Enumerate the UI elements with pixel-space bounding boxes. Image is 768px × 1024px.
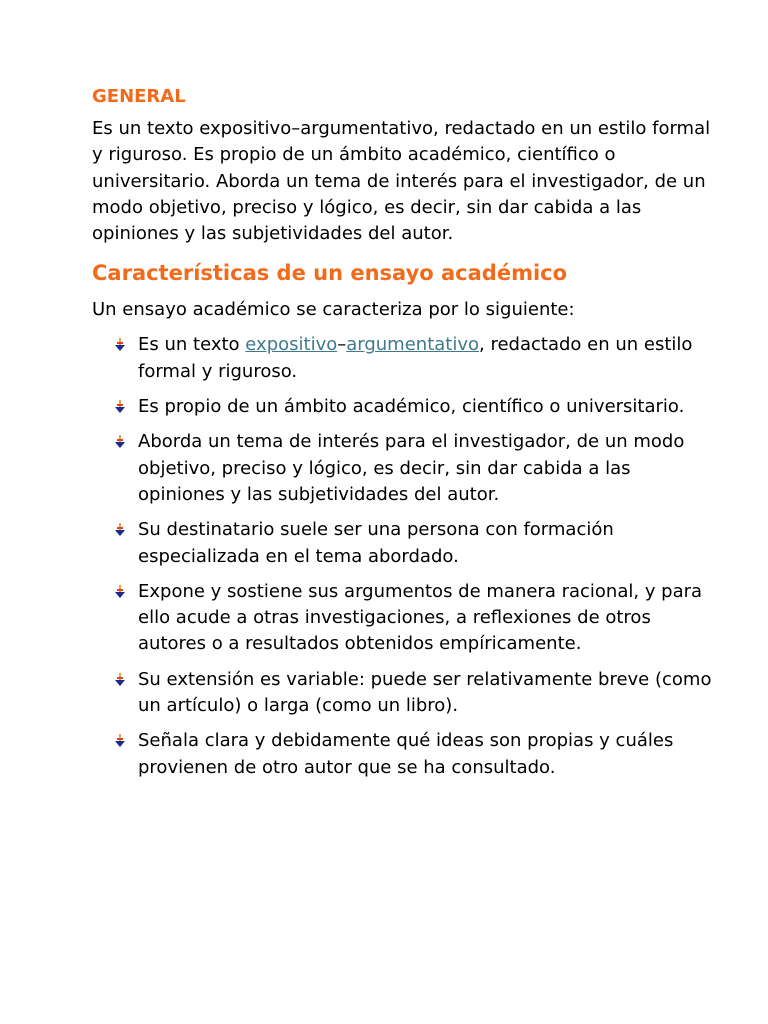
- list-item-text: Es propio de un ámbito académico, científico o universitario.: [138, 396, 685, 418]
- list-item: [92, 728, 722, 781]
- expositivo-link[interactable]: expositivo: [245, 334, 338, 356]
- argumentativo-link[interactable]: argumentativo: [346, 334, 480, 356]
- arrow-down-bullet-icon: [114, 435, 126, 449]
- list-item: [92, 332, 722, 385]
- arrow-down-bullet-icon: [114, 673, 126, 687]
- characteristics-heading: Características de un ensayo académico: [92, 261, 568, 286]
- list-item-text: Aborda un tema de interés para el investigador, de un modo objetivo, preciso y lógico, es decir, sin dar cabida a las opiniones y las subjetividades del autor.: [138, 431, 685, 505]
- arrow-down-bullet-icon: [114, 585, 126, 599]
- list-item: [92, 579, 722, 658]
- general-label: GENERAL: [92, 86, 186, 107]
- list-item: [92, 517, 722, 570]
- list-item-text: Expone y sostiene sus argumentos de manera racional, y para ello acude a otras investigaciones, a reflexiones de otros autores o a resultados obtenidos empíricamente.: [138, 580, 703, 655]
- list-item-prefix: Es un texto: [138, 334, 246, 356]
- list-item: [92, 394, 722, 420]
- arrow-down-bullet-icon: [114, 400, 126, 414]
- list-item-text: Señala clara y debidamente qué ideas son propias y cuáles provienen de otro autor que se ha consultado.: [138, 730, 674, 778]
- list-item-text: Su extensión es variable: puede ser relativamente breve (como un artículo) o larga (como un libro).: [138, 668, 712, 717]
- characteristics-intro: Un ensayo académico se caracteriza por lo siguiente:: [92, 299, 575, 321]
- document-page: [92, 84, 722, 790]
- arrow-down-bullet-icon: [114, 734, 126, 748]
- list-item-text: Su destinatario suele ser una persona con formación especializada en el tema abordado.: [138, 519, 614, 567]
- list-item-dash: –: [337, 334, 347, 356]
- general-paragraph: Es un texto expositivo–argumentativo, redactado en un estilo formal y riguroso. Es propio de un ámbito académico, científico o universitario. Aborda un tema de interés para el investigador, de un modo objetivo, preciso y lógico, es decir, sin dar cabida a las opiniones y las subjetividades del autor.: [92, 118, 711, 245]
- characteristics-list: [92, 332, 722, 780]
- arrow-down-bullet-icon: [114, 338, 126, 352]
- arrow-down-bullet-icon: [114, 523, 126, 537]
- list-item: [92, 429, 722, 508]
- list-item: [92, 667, 722, 720]
- list-item-suffix: , redactado en un estilo formal y riguroso.: [138, 334, 693, 382]
